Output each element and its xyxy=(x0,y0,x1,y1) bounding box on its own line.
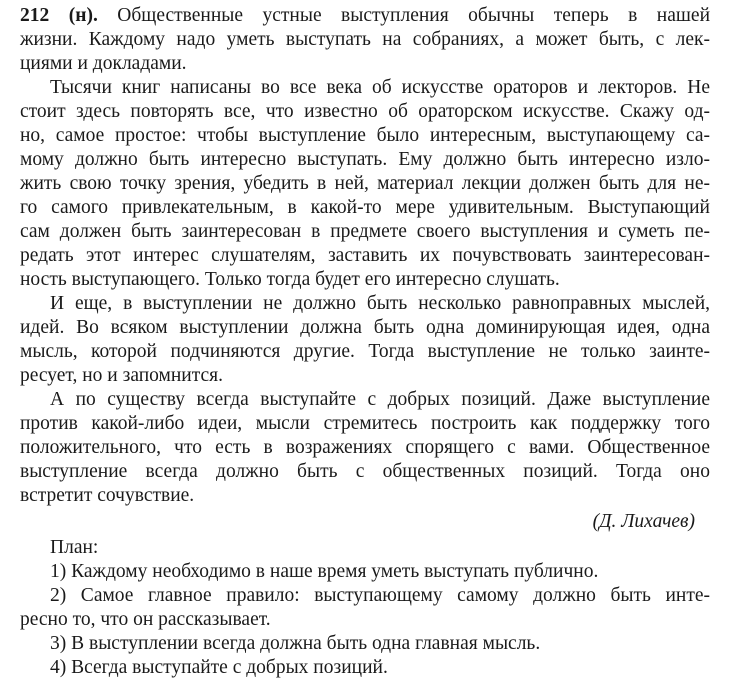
plan-item-continuation: ресно то, что он рассказывает. xyxy=(20,609,271,630)
paragraph-2-line: идей. Во всяком выступлении должна быть одна доминирующая идея, одна xyxy=(20,317,710,338)
paragraph-1-line: мому должно быть интересно выступать. Ему должно быть интересно изло- xyxy=(20,149,710,170)
plan-item: 1) Каждому необходимо в наше время уметь выступать публично. xyxy=(50,561,599,582)
plan-title: План: xyxy=(50,537,99,558)
paragraph-1-line: Тысячи книг написаны во все века об искусстве ораторов и лекторов. Не xyxy=(50,77,710,98)
paragraph-3-line: А по существу всегда выступайте с добрых позиций. Даже выступление xyxy=(50,389,710,410)
plan-item: 4) Всегда выступайте с добрых позиций. xyxy=(50,657,388,678)
paragraph-1-line: редать этот интерес слушателям, заставить их почувствовать заинтересован- xyxy=(20,245,710,266)
exercise-line-2: жизни. Каждому надо уметь выступать на собраниях, а может быть, с лек- xyxy=(20,29,710,50)
exercise-line-1 xyxy=(20,4,710,28)
exercise-number: 212 (н). xyxy=(20,5,98,26)
paragraph-3-line: положительного, что есть в возражениях спорящего с вами. Общественное xyxy=(20,437,710,458)
paragraph-1-line: го самого привлекательным, в какой-то мере удивительным. Выступающий xyxy=(20,197,710,218)
paragraph-2-line: мысль, которой подчиняются другие. Тогда выступление не только заинте- xyxy=(20,341,710,362)
paragraph-3-line: встретит сочувствие. xyxy=(20,485,195,506)
plan-item: 2) Самое главное правило: выступающему самому должно быть инте- xyxy=(50,585,710,606)
paragraph-1-line: но, самое простое: чтобы выступление было интересным, выступающему са- xyxy=(20,125,710,146)
exercise-text: Общественные устные выступления обычны теперь в нашей xyxy=(117,5,711,26)
paragraph-2-line: ресует, но и запомнится. xyxy=(20,365,223,386)
exercise-line-3: циями и докладами. xyxy=(20,53,187,74)
paragraph-2-line: И еще, в выступлении не должно быть несколько равноправных мыслей, xyxy=(50,293,710,314)
paragraph-1-line: стоит здесь повторять все, что известно об ораторском искусстве. Скажу од- xyxy=(20,101,710,122)
paragraph-3-line: выступление всегда должно быть с общественных позиций. Тогда оно xyxy=(20,461,710,482)
paragraph-1-line: ность выступающего. Только тогда будет его интересно слушать. xyxy=(20,269,560,290)
author-attribution: (Д. Лихачев) xyxy=(592,511,695,532)
paragraph-3-line: против какой-либо идеи, мысли стремитесь построить как поддержку того xyxy=(20,413,710,434)
paragraph-1-line: жить свою точку зрения, убедить в ней, материал лекции должен быть для не- xyxy=(20,173,710,194)
plan-item: 3) В выступлении всегда должна быть одна главная мысль. xyxy=(50,633,541,654)
paragraph-1-line: сам должен быть заинтересован в предмете своего выступления и суметь пе- xyxy=(20,221,710,242)
